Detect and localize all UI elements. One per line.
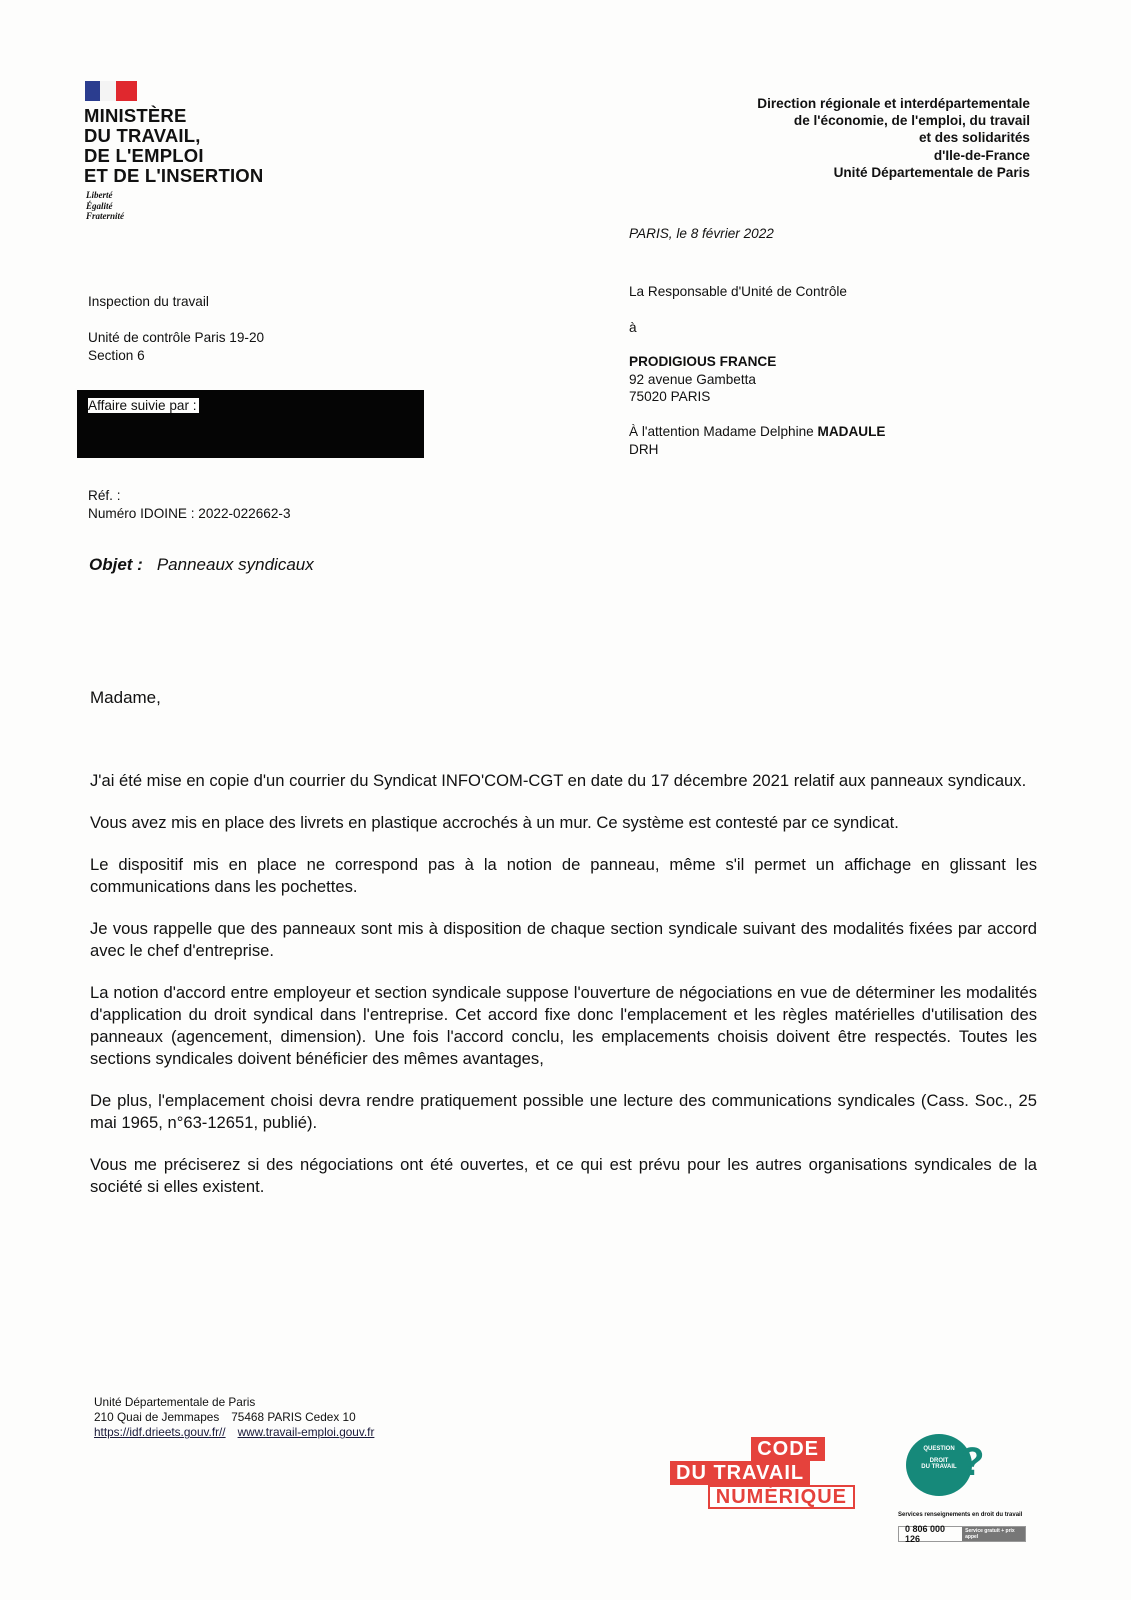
qdt-circle-line: DU TRAVAIL bbox=[921, 1464, 957, 1470]
qdt-phone-box bbox=[898, 1526, 1026, 1542]
motto-line: Fraternité bbox=[86, 211, 125, 221]
reference-label: Réf. : bbox=[88, 488, 121, 503]
footer-link-drieets[interactable]: https://idf.drieets.gouv.fr// bbox=[94, 1425, 226, 1440]
unit-name: Unité de contrôle Paris 19-20 bbox=[88, 330, 265, 345]
question-droit-du-travail-logo bbox=[898, 1434, 1030, 1544]
body-paragraph: Vous avez mis en place des livrets en plastique accrochés à un mur. Ce système est contesté par ce syndicat. bbox=[90, 813, 899, 832]
case-followed-by: Affaire suivie par : bbox=[88, 398, 197, 413]
qdt-subtitle: Services renseignements en droit du travail bbox=[898, 1512, 1023, 1518]
republic-motto bbox=[86, 190, 124, 222]
control-unit bbox=[88, 329, 264, 364]
recipient-city: 75020 PARIS bbox=[629, 389, 711, 404]
body-paragraph: La notion d'accord entre employeur et section syndicale suppose l'ouverture de négociations en vue de déterminer les modalités d'application du droit syndical dans l'entreprise. Cet accord fixe donc l'emplacement et les règles matérielles d'utilisation des panneaux (agencement, dimension). Une fois l'accord conclu, les emplacements choisis doivent être respectés. Toutes les sections syndicales doivent bénéficier des mêmes avantages, bbox=[90, 983, 1037, 1068]
footer-city: 75468 PARIS Cedex 10 bbox=[231, 1410, 356, 1425]
attention-role: DRH bbox=[629, 441, 659, 457]
recipient-address bbox=[629, 353, 776, 406]
body-paragraph: De plus, l'emplacement choisi devra rendre pratiquement possible une lecture des communications syndicales (Cass. Soc., 25 mai 1965, n°63-12651, publié). bbox=[90, 1091, 1037, 1132]
footer-link-travail-emploi[interactable]: www.travail-emploi.gouv.fr bbox=[237, 1425, 375, 1440]
to-label: à bbox=[629, 320, 637, 335]
cdtn-line: CODE bbox=[751, 1437, 825, 1461]
recipient-street: 92 avenue Gambetta bbox=[629, 371, 756, 387]
direction-line: Direction régionale et interdépartementale bbox=[757, 96, 1030, 111]
qdt-circle-line: DROIT bbox=[929, 1458, 949, 1464]
recipient-company: PRODIGIOUS FRANCE bbox=[629, 354, 777, 369]
subject-text: Panneaux syndicaux bbox=[156, 555, 314, 574]
letter-body bbox=[90, 770, 1037, 1218]
qdt-phone-number: 0 806 000 126 bbox=[905, 1524, 946, 1544]
qdt-circle-line: QUESTION bbox=[923, 1446, 955, 1452]
ministry-line: DU TRAVAIL, bbox=[84, 125, 201, 146]
motto-line: Égalité bbox=[86, 200, 113, 211]
body-paragraph: Vous me préciserez si des négociations ont été ouvertes, et ce qui est prévu pour les autres organisations syndicales de la société si elles existent. bbox=[90, 1155, 1037, 1196]
subject-label: Objet : bbox=[89, 555, 143, 574]
republic-flag-logo bbox=[85, 81, 137, 101]
motto-line: Liberté bbox=[86, 190, 113, 200]
reference-number: Numéro IDOINE : 2022-022662-3 bbox=[88, 505, 291, 521]
footer-street: 210 Quai de Jemmapes bbox=[94, 1410, 220, 1425]
sender-direction bbox=[757, 95, 1030, 181]
attention-name: MADAULE bbox=[817, 424, 886, 439]
question-mark-icon: ? bbox=[960, 1440, 985, 1484]
ministry-line: DE L'EMPLOI bbox=[84, 145, 204, 166]
letter-date: PARIS, le 8 février 2022 bbox=[629, 226, 774, 241]
attention-block bbox=[629, 423, 885, 458]
direction-line: Unité Départementale de Paris bbox=[833, 164, 1030, 180]
attention-prefix: À l'attention Madame Delphine bbox=[629, 424, 818, 439]
body-paragraph: J'ai été mise en copie d'un courrier du Syndicat INFO'COM-CGT en date du 17 décembre 2021 relatif aux panneaux syndicaux. bbox=[90, 771, 1027, 790]
direction-line: et des solidarités bbox=[918, 130, 1030, 146]
ministry-line: ET DE L'INSERTION bbox=[84, 165, 264, 186]
body-paragraph: Le dispositif mis en place ne correspond pas à la notion de panneau, même s'il permet un affichage en glissant les communications dans les pochettes. bbox=[90, 855, 1037, 896]
sender-title: La Responsable d'Unité de Contrôle bbox=[629, 284, 847, 299]
footer-unit: Unité Départementale de Paris bbox=[94, 1395, 256, 1409]
code-du-travail-numerique-logo bbox=[670, 1437, 855, 1513]
direction-line: d'Ile-de-France bbox=[933, 147, 1030, 163]
ministry-name bbox=[84, 106, 263, 186]
cdtn-line: DU TRAVAIL bbox=[670, 1461, 810, 1485]
unit-section: Section 6 bbox=[88, 347, 145, 363]
subject-line bbox=[89, 555, 314, 575]
reference-block bbox=[88, 487, 291, 522]
direction-line: de l'économie, de l'emploi, du travail bbox=[793, 113, 1030, 129]
salutation: Madame, bbox=[90, 688, 161, 707]
service-name: Inspection du travail bbox=[88, 294, 209, 309]
ministry-line: MINISTÈRE bbox=[84, 105, 187, 126]
footer-address bbox=[94, 1395, 386, 1441]
body-paragraph: Je vous rappelle que des panneaux sont mis à disposition de chaque section syndicale suivant des modalités fixées par accord avec le chef d'entreprise. bbox=[90, 919, 1037, 960]
qdt-phone-tag: Service gratuit + prix appel bbox=[962, 1527, 1025, 1541]
cdtn-line: NUMÉRIQUE bbox=[708, 1485, 855, 1509]
